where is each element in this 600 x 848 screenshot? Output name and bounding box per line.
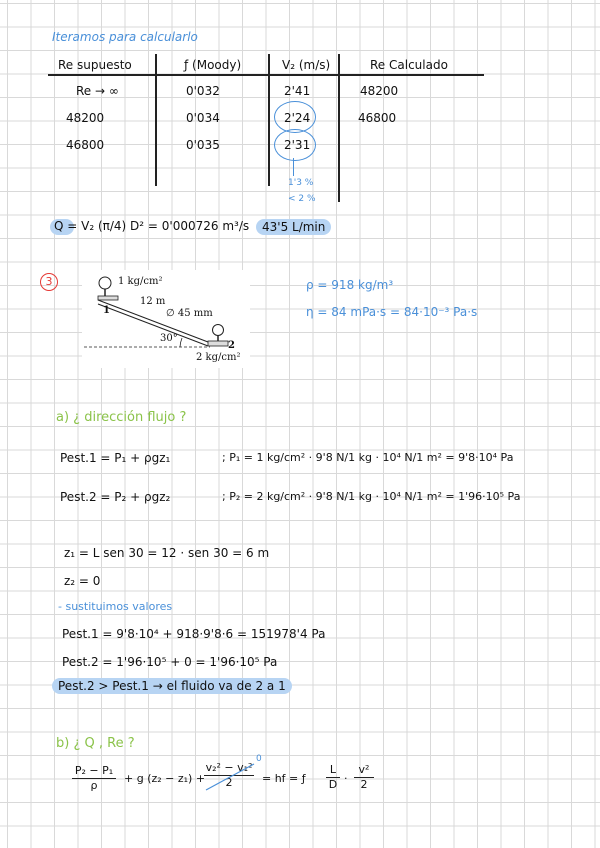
strike-mark (204, 762, 258, 792)
density-value: ρ = 918 kg/m³ (306, 278, 394, 292)
error-note: < 2 % (288, 194, 316, 204)
table-cell: 0'035 (186, 138, 220, 152)
table-cell: 2'41 (284, 84, 311, 98)
table-header-rule (48, 74, 484, 76)
table-cell: 2'31 (284, 138, 311, 152)
p2-conversion: ; P₂ = 2 kg/cm² · 9'8 N/1 kg · 10⁴ N/1 m² = 1'96·10⁵ Pa (222, 490, 521, 503)
flow-result: 43'5 L/min (256, 219, 331, 235)
table-header: Re Calculado (370, 58, 448, 72)
error-note: 1'3 % (288, 178, 314, 188)
table-cell: 0'034 (186, 111, 220, 125)
part-a-title: a) ¿ dirección flujo ? (56, 410, 187, 425)
flow-equation: Q = V₂ (π/4) D² = 0'000726 m³/s (54, 219, 250, 233)
table-header: Re supuesto (58, 58, 132, 72)
pipe-length-label: 12 m (140, 296, 166, 307)
point-1-label: 1 (103, 305, 110, 316)
fraction-denominator: D (328, 778, 338, 791)
z2-value: z₂ = 0 (64, 574, 101, 588)
point-2-label: 2 (228, 340, 235, 351)
p1-conversion: ; P₁ = 1 kg/cm² · 9'8 N/1 kg · 10⁴ N/1 m² = 9'8·10⁴ Pa (222, 451, 514, 464)
pressure-1-label: 1 kg/cm² (118, 276, 163, 287)
fraction-numerator: P₂ − P₁ (74, 764, 114, 777)
arrow-line (293, 158, 294, 176)
angle-label: 30° (160, 333, 178, 344)
table-header: V₂ (m/s) (282, 58, 331, 72)
pest1-result: Pest.1 = 9'8·10⁴ + 918·9'8·6 = 151978'4 Pa (62, 627, 326, 641)
gauge-1-icon (99, 277, 111, 289)
flow-direction-conclusion: Pest.2 > Pest.1 → el fluido va de 2 a 1 (52, 678, 292, 694)
fraction-numerator: v₂² − v₁² (205, 761, 253, 774)
table-cell: Re → ∞ (76, 84, 119, 98)
fraction-denominator: 2 (225, 776, 233, 789)
gauge-2-icon (213, 325, 224, 336)
fraction-numerator: v² (358, 763, 370, 776)
table-cell: 0'032 (186, 84, 220, 98)
pressure-2-label: 2 kg/cm² (196, 352, 241, 363)
head-loss-term: = hf = ƒ (262, 772, 306, 785)
pipe-figure (82, 270, 250, 368)
table-cell: 46800 (358, 111, 397, 125)
zero-annotation: 0 (256, 754, 262, 764)
table-cell: 48200 (360, 84, 399, 98)
fraction-numerator: L (329, 763, 337, 776)
substitute-note: - sustituimos valores (58, 600, 173, 613)
pest2-formula: Pest.2 = P₂ + ρgz₂ (60, 490, 171, 504)
pest1-formula: Pest.1 = P₁ + ρgz₁ (60, 451, 171, 465)
table-divider (338, 54, 340, 202)
viscosity-value: η = 84 mPa·s = 84·10⁻³ Pa·s (306, 305, 478, 319)
heading: Iteramos para calcularlo (52, 30, 198, 44)
table-cell: 48200 (66, 111, 105, 125)
problem-number-badge: 3 (40, 273, 58, 291)
table-header: ƒ (Moody) (184, 58, 242, 72)
pressure-term (72, 765, 116, 792)
pest2-result: Pest.2 = 1'96·10⁵ + 0 = 1'96·10⁵ Pa (62, 655, 278, 669)
length-ratio (326, 764, 340, 791)
fraction-denominator: ρ (90, 779, 98, 792)
circle-mark (274, 129, 316, 161)
pipe-diameter-label: ∅ 45 mm (166, 308, 213, 319)
fraction-denominator: 2 (360, 778, 368, 791)
table-cell: 2'24 (284, 111, 311, 125)
height-term: + g (z₂ − z₁) + (124, 772, 206, 785)
table-cell: 46800 (66, 138, 105, 152)
part-b-title: b) ¿ Q , Re ? (56, 736, 135, 751)
multiply-dot: · (344, 772, 348, 785)
velocity-head (354, 764, 374, 791)
table-divider (155, 54, 157, 186)
z1-value: z₁ = L sen 30 = 12 · sen 30 = 6 m (64, 546, 270, 560)
table-divider (268, 54, 270, 186)
